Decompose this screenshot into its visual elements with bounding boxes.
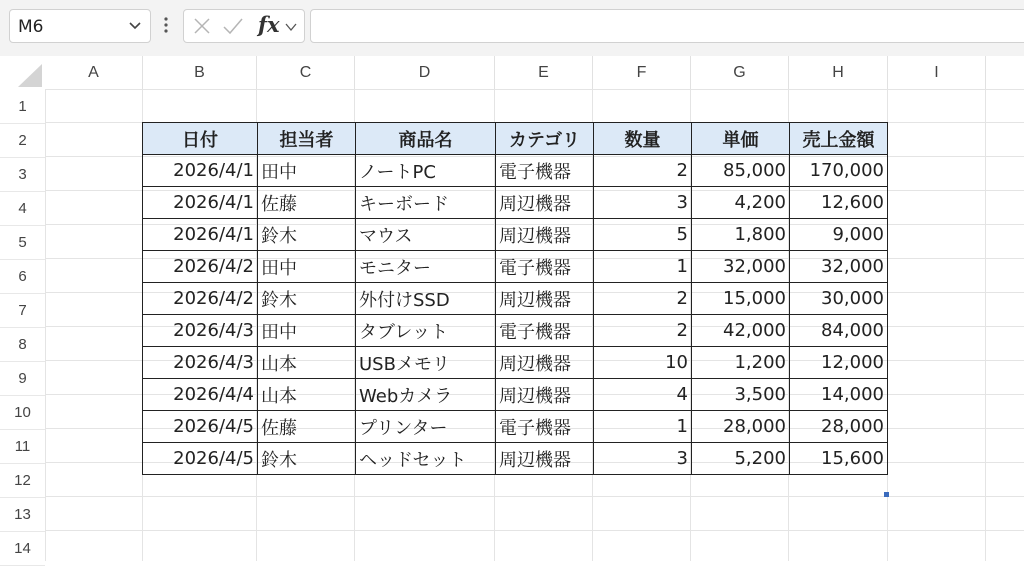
row-header-9[interactable]: 9 xyxy=(0,362,45,396)
cell-sales[interactable]: 14,000 xyxy=(790,379,888,411)
header-category[interactable]: カテゴリ xyxy=(496,123,594,155)
cell-sales[interactable]: 30,000 xyxy=(790,283,888,315)
cell-quantity[interactable]: 2 xyxy=(594,283,692,315)
cell-product[interactable]: タブレット xyxy=(356,315,496,347)
column-header-f[interactable]: F xyxy=(593,56,691,90)
row-header-4[interactable]: 4 xyxy=(0,192,45,226)
table-row xyxy=(143,315,888,347)
cell-date[interactable]: 2026/4/5 xyxy=(143,411,258,443)
cell-category[interactable]: 周辺機器 xyxy=(496,443,594,475)
cell-date[interactable]: 2026/4/5 xyxy=(143,443,258,475)
column-header-g[interactable]: G xyxy=(691,56,789,90)
cell-product[interactable]: ノートPC xyxy=(356,155,496,187)
cell-sales[interactable]: 170,000 xyxy=(790,155,888,187)
cell-price[interactable]: 1,200 xyxy=(692,347,790,379)
cell-product[interactable]: マウス xyxy=(356,219,496,251)
name-box[interactable] xyxy=(9,9,151,43)
row-header-1[interactable]: 1 xyxy=(0,90,45,124)
cell-category[interactable]: 周辺機器 xyxy=(496,379,594,411)
table-row xyxy=(143,155,888,187)
cell-price[interactable]: 42,000 xyxy=(692,315,790,347)
row-header-7[interactable]: 7 xyxy=(0,294,45,328)
table-row xyxy=(143,347,888,379)
row-header-13[interactable]: 13 xyxy=(0,498,45,532)
cell-sales[interactable]: 12,000 xyxy=(790,347,888,379)
cell-sales[interactable]: 28,000 xyxy=(790,411,888,443)
cell-date[interactable]: 2026/4/1 xyxy=(143,219,258,251)
cell-product[interactable]: プリンター xyxy=(356,411,496,443)
cell-category[interactable]: 電子機器 xyxy=(496,411,594,443)
cell-staff[interactable]: 鈴木 xyxy=(258,443,356,475)
table-row xyxy=(143,219,888,251)
table-row xyxy=(143,187,888,219)
gridline xyxy=(45,89,1024,90)
formula-actions xyxy=(183,9,305,43)
header-sales[interactable]: 売上金額 xyxy=(790,123,888,155)
cell-date[interactable]: 2026/4/1 xyxy=(143,155,258,187)
cell-staff[interactable]: 佐藤 xyxy=(258,411,356,443)
chevron-down-icon[interactable] xyxy=(285,22,297,32)
cell-category[interactable]: 電子機器 xyxy=(496,251,594,283)
table-row xyxy=(143,411,888,443)
row-header-6[interactable]: 6 xyxy=(0,260,45,294)
row-header-10[interactable]: 10 xyxy=(0,396,45,430)
table-row xyxy=(143,443,888,475)
insert-function-button[interactable]: fx xyxy=(258,12,280,37)
cell-category[interactable]: 周辺機器 xyxy=(496,283,594,315)
cell-quantity[interactable]: 10 xyxy=(594,347,692,379)
cell-staff[interactable]: 田中 xyxy=(258,315,356,347)
cell-quantity[interactable]: 3 xyxy=(594,187,692,219)
column-header-i[interactable]: I xyxy=(888,56,986,90)
cell-date[interactable]: 2026/4/2 xyxy=(143,251,258,283)
cell-product[interactable]: 外付けSSD xyxy=(356,283,496,315)
cell-quantity[interactable]: 1 xyxy=(594,251,692,283)
cell-sales[interactable]: 12,600 xyxy=(790,187,888,219)
cell-sales[interactable]: 15,600 xyxy=(790,443,888,475)
cell-staff[interactable]: 鈴木 xyxy=(258,283,356,315)
header-price[interactable]: 単価 xyxy=(692,123,790,155)
row-header-11[interactable]: 11 xyxy=(0,430,45,464)
cell-category[interactable]: 周辺機器 xyxy=(496,347,594,379)
cell-price[interactable]: 85,000 xyxy=(692,155,790,187)
cell-date[interactable]: 2026/4/1 xyxy=(143,187,258,219)
gridline xyxy=(45,496,1024,497)
cell-price[interactable]: 1,800 xyxy=(692,219,790,251)
column-header-d[interactable]: D xyxy=(355,56,495,90)
more-options-icon[interactable] xyxy=(161,13,171,37)
table-row xyxy=(143,283,888,315)
cell-quantity[interactable]: 2 xyxy=(594,155,692,187)
cell-staff[interactable]: 鈴木 xyxy=(258,219,356,251)
column-header-h[interactable]: H xyxy=(789,56,888,90)
cell-price[interactable]: 32,000 xyxy=(692,251,790,283)
header-quantity[interactable]: 数量 xyxy=(594,123,692,155)
cell-product[interactable]: モニター xyxy=(356,251,496,283)
cell-quantity[interactable]: 5 xyxy=(594,219,692,251)
cell-staff[interactable]: 田中 xyxy=(258,155,356,187)
cell-price[interactable]: 3,500 xyxy=(692,379,790,411)
name-box-value[interactable]: M6 xyxy=(18,17,44,37)
cell-product[interactable]: Webカメラ xyxy=(356,379,496,411)
cell-price[interactable]: 5,200 xyxy=(692,443,790,475)
row-header-5[interactable]: 5 xyxy=(0,226,45,260)
cell-quantity[interactable]: 4 xyxy=(594,379,692,411)
header-product[interactable]: 商品名 xyxy=(356,123,496,155)
cancel-icon[interactable] xyxy=(192,16,212,36)
cell-staff[interactable]: 山本 xyxy=(258,347,356,379)
check-icon[interactable] xyxy=(222,16,244,36)
fill-handle[interactable] xyxy=(884,492,889,497)
cell-staff[interactable]: 田中 xyxy=(258,251,356,283)
table-row xyxy=(143,379,888,411)
row-header-2[interactable]: 2 xyxy=(0,124,45,158)
sales-table xyxy=(142,122,888,475)
column-header-c[interactable]: C xyxy=(257,56,355,90)
table-row xyxy=(143,251,888,283)
cell-quantity[interactable]: 2 xyxy=(594,315,692,347)
gridline xyxy=(45,530,1024,531)
cell-price[interactable]: 15,000 xyxy=(692,283,790,315)
cell-date[interactable]: 2026/4/2 xyxy=(143,283,258,315)
cell-staff[interactable]: 佐藤 xyxy=(258,187,356,219)
cell-product[interactable]: USBメモリ xyxy=(356,347,496,379)
cell-category[interactable]: 周辺機器 xyxy=(496,219,594,251)
cell-product[interactable]: キーボード xyxy=(356,187,496,219)
table-header-row xyxy=(143,123,888,155)
formula-bar xyxy=(0,0,1024,56)
cell-date[interactable]: 2026/4/3 xyxy=(143,347,258,379)
cell-category[interactable]: 電子機器 xyxy=(496,315,594,347)
formula-input[interactable] xyxy=(310,9,1024,43)
row-header-14[interactable]: 14 xyxy=(0,532,45,566)
header-date[interactable]: 日付 xyxy=(143,123,258,155)
cell-date[interactable]: 2026/4/3 xyxy=(143,315,258,347)
row-header-3[interactable]: 3 xyxy=(0,158,45,192)
cell-price[interactable]: 4,200 xyxy=(692,187,790,219)
row-header-12[interactable]: 12 xyxy=(0,464,45,498)
chevron-down-icon[interactable] xyxy=(128,18,142,32)
cell-quantity[interactable]: 1 xyxy=(594,411,692,443)
cell-sales[interactable]: 84,000 xyxy=(790,315,888,347)
cell-category[interactable]: 電子機器 xyxy=(496,155,594,187)
column-headers xyxy=(0,56,1024,90)
cell-quantity[interactable]: 3 xyxy=(594,443,692,475)
cell-category[interactable]: 周辺機器 xyxy=(496,187,594,219)
column-header-a[interactable]: A xyxy=(45,56,143,90)
cell-sales[interactable]: 32,000 xyxy=(790,251,888,283)
select-all-corner[interactable] xyxy=(0,56,45,90)
cell-date[interactable]: 2026/4/4 xyxy=(143,379,258,411)
cell-sales[interactable]: 9,000 xyxy=(790,219,888,251)
header-staff[interactable]: 担当者 xyxy=(258,123,356,155)
column-header-e[interactable]: E xyxy=(495,56,593,90)
column-header-b[interactable]: B xyxy=(143,56,257,90)
cell-staff[interactable]: 山本 xyxy=(258,379,356,411)
row-header-8[interactable]: 8 xyxy=(0,328,45,362)
cell-product[interactable]: ヘッドセット xyxy=(356,443,496,475)
cell-price[interactable]: 28,000 xyxy=(692,411,790,443)
